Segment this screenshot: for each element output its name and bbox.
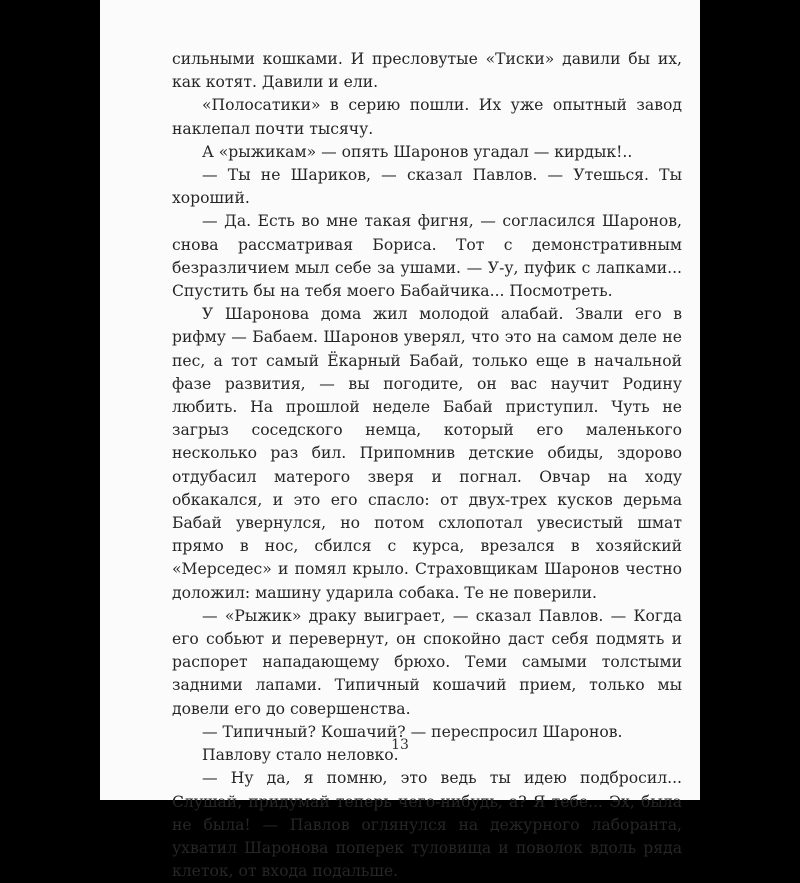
paragraph: Павлову стало неловко.: [202, 746, 399, 765]
page-text: [172, 48, 682, 883]
paragraph: «Полосатики» в серию пошли. Их уже опытный завод наклепал почти тысячу.: [172, 96, 682, 138]
paragraph: — «Рыжик» драку выиграет, — сказал Павлов. — Когда его собьют и перевернут, он спокойно даст себя подмять и распорет нападающему брюхо. Теми самыми толстыми задними лапами. Типичный кошачий прием, только мы довели его до совершенства.: [172, 606, 682, 718]
book-page: [100, 0, 700, 881]
page-number: 13: [391, 737, 409, 753]
paragraph: — Да. Есть во мне такая фигня, — согласился Шаронов, снова рассматривая Бориса. Тот с демонстративным безразличием мыл себе за ушами. — У-у, пуфик с лапками... Спустить бы на тебя моего Бабайчика... Посмотреть.: [172, 212, 682, 301]
paragraph: — Ну да, я помню, это ведь ты идею подбросил... Слушай, придумай теперь чего-нибудь, а? Я тебе... Эх, была не была! — Павлов оглянулся на дежурного лаборанта, ухватил Шаронова поперек туловища и поволок вдоль ряда клеток, от входа подальше.: [172, 769, 682, 881]
paragraph: — Типичный? Кошачий? — переспросил Шаронов.: [202, 722, 623, 741]
paragraph: А «рыжикам» — опять Шаронов угадал — кирдык!..: [202, 142, 633, 161]
paragraph: сильными кошками. И пресловутые «Тиски» давили бы их, как котят. Давили и ели.: [172, 50, 682, 92]
paragraph: У Шаронова дома жил молодой алабай. Звали его в рифму — Бабаем. Шаронов уверял, что это на самом деле не пес, а тот самый Ёкарный Бабай, только еще в начальной фазе развития, — вы погодите, он вас научит Родину любить. На прошлой неделе Бабай приступил. Чуть не загрыз соседского немца, который его маленького несколько раз бил. Припомнив детские обиды, здорово отдубасил матерого зверя и погнал. Овчар на ходу обкакался, и это его спасло: от двух-трех кусков дерьма Бабай увернулся, но потом схлопотал увесистый шмат прямо в нос, сбился с курса, врезался в хозяйский «Мерседес» и помял крыло. Страховщикам Шаронов честно доложил: машину ударила собака. Те не поверили.: [172, 305, 682, 602]
paragraph: — Ты не Шариков, — сказал Павлов. — Утешься. Ты хороший.: [172, 166, 682, 208]
